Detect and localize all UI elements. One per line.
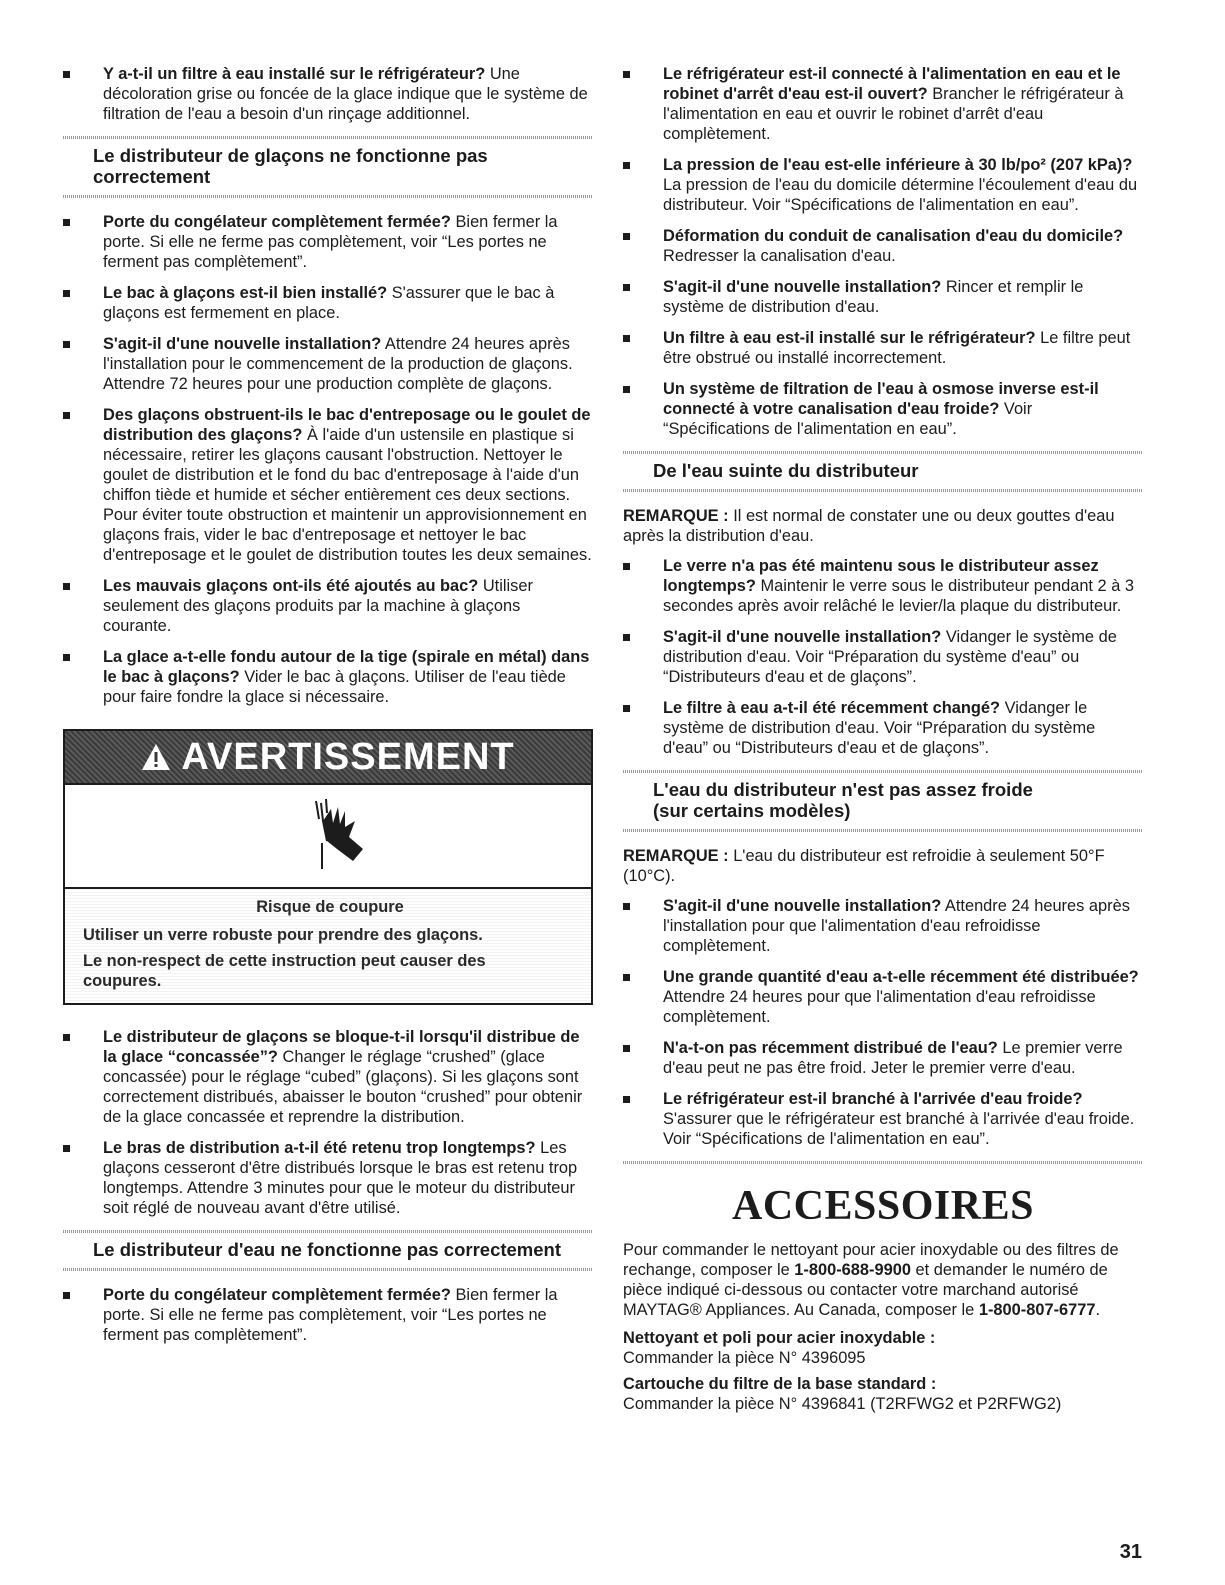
section-divider (623, 489, 1143, 492)
accessories-intro: Pour commander le nettoyant pour acier inoxydable ou des filtres de rechange, composer le 1-800-688-9900 et demander le numéro de pièce indiqué ci-dessous ou contacter votre marchand autorisé MAYTAG® Appliances. Au Canada, composer le 1-800-807-6777. (623, 1241, 1119, 1319)
list-item: La pression de l'eau est-elle inférieure à 30 lb/po² (207 kPa)? La pression de l'eau du domicile détermine l'écoulement d'eau du distributeur. Voir “Spécifications de l'alimentation en eau”. (623, 155, 1143, 215)
list-item: S'agit-il d'une nouvelle installation? Attendre 24 heures après l'installation pour le commencement de la production de glaçons. Attendre 72 heures pour une production complète de glaçons. (63, 334, 593, 394)
accessory-item: Cartouche du filtre de la base standard : Commander la pièce N° 4396841 (T2RFWG2 et P2RFWG2) (623, 1375, 1062, 1413)
warning-header (65, 731, 591, 785)
list-item: Le filtre à eau a-t-il été récemment changé? Vidanger le système de distribution d'eau. Voir “Préparation du système d'eau” ou “Distributeurs d'eau et de glaçons”. (623, 698, 1143, 758)
warning-risk: Risque de coupure (256, 898, 404, 916)
note: REMARQUE : Il est normal de constater une ou deux gouttes d'eau après la distribution d'eau. (623, 507, 1115, 545)
section-heading: Le distributeur d'eau ne fonctionne pas correctement (93, 1239, 562, 1260)
bullet-icon (63, 290, 70, 297)
bullet-icon (623, 71, 630, 78)
section-heading: Le distributeur de glaçons ne fonctionne pas correctement (93, 145, 488, 187)
list-item: La glace a-t-elle fondu autour de la tige (spirale en métal) dans le bac à glaçons? Vider le bac à glaçons. Utiliser de l'eau tiède pour faire fondre la glace si nécessaire. (63, 647, 593, 707)
list-item: S'agit-il d'une nouvelle installation? Rincer et remplir le système de distribution d'eau. (623, 277, 1143, 317)
list-item: Le bac à glaçons est-il bien installé? S'assurer que le bac à glaçons est fermement en place. (63, 283, 593, 323)
bullet-icon (623, 974, 630, 981)
bullet-icon (63, 1034, 70, 1041)
bullet-icon (623, 386, 630, 393)
warning-instruction: Utiliser un verre robuste pour prendre des glaçons. (83, 926, 483, 944)
warning-triangle-icon (141, 742, 171, 772)
section-divider (623, 829, 1143, 832)
bullet-icon (63, 412, 70, 419)
bullet-icon (623, 335, 630, 342)
list-item: Le réfrigérateur est-il branché à l'arrivée d'eau froide? S'assurer que le réfrigérateur est branché à l'arrivée d'eau froide. Voir “Spécifications de l'alimentation en eau”. (623, 1089, 1143, 1149)
list-item: Y a-t-il un filtre à eau installé sur le réfrigérateur? Une décoloration grise ou foncée de la glace indique que le système de filtration de l'eau a besoin d'un rinçage additionnel. (63, 64, 593, 124)
bullet-icon (623, 563, 630, 570)
bullet-icon (63, 1145, 70, 1152)
list-item: S'agit-il d'une nouvelle installation? Attendre 24 heures après l'installation pour que l'alimentation d'eau refroidisse complètement. (623, 896, 1143, 956)
bullet-icon (63, 219, 70, 226)
warning-consequence: Le non-respect de cette instruction peut causer des coupures. (83, 952, 486, 990)
list-item: Le verre n'a pas été maintenu sous le distributeur assez longtemps? Maintenir le verre sous le distributeur pendant 2 à 3 secondes après avoir relâché le levier/la plaque du distributeur. (623, 556, 1143, 616)
list-item: Porte du congélateur complètement fermée? Bien fermer la porte. Si elle ne ferme pas complètement, voir “Les portes ne ferment pas complètement”. (63, 212, 593, 272)
list-item: Des glaçons obstruent-ils le bac d'entreposage ou le goulet de distribution des glaçons? À l'aide d'un ustensile en plastique si nécessaire, retirer les glaçons causant l'obstruction. Nettoyer le goulet de distribution et le fond du bac d'entreposage à l'aide d'un chiffon tiède et humide et sécher entièrement ces deux sections. Pour éviter toute obstruction et maintenir un approvisionnement en glaçons frais, vider le bac d'entreposage et nettoyer le bac d'entreposage et le goulet de distribution toutes les deux semaines. (63, 405, 593, 565)
bullet-icon (623, 903, 630, 910)
right-column (623, 64, 1143, 1420)
section-heading: De l'eau suinte du distributeur (653, 460, 919, 481)
section-divider (63, 1268, 593, 1271)
note: REMARQUE : L'eau du distributeur est refroidie à seulement 50°F (10°C). (623, 847, 1105, 885)
accessory-item: Nettoyant et poli pour acier inoxydable : Commander la pièce N° 4396095 (623, 1329, 936, 1367)
warning-icon-area (65, 785, 591, 889)
accessories-title: ACCESSOIRES (732, 1183, 1034, 1229)
section-heading: L'eau du distributeur n'est pas assez froide (sur certains modèles) (653, 779, 1033, 821)
bullet-icon (63, 654, 70, 661)
bullet-icon (63, 583, 70, 590)
warning-title: AVERTISSEMENT (181, 735, 515, 778)
bullet-icon (623, 1096, 630, 1103)
cut-hand-icon (283, 791, 373, 881)
list-item: Le bras de distribution a-t-il été retenu trop longtemps? Les glaçons cesseront d'être distribués lorsque le bras est retenu trop longtemps. Attendre 3 minutes pour que le moteur du distributeur soit réglé de nouveau avant d'être utilisé. (63, 1138, 593, 1218)
bullet-icon (623, 634, 630, 641)
bullet-icon (623, 1045, 630, 1052)
bullet-icon (623, 233, 630, 240)
list-item: S'agit-il d'une nouvelle installation? Vidanger le système de distribution d'eau. Voir “Préparation du système d'eau” ou “Distributeurs d'eau et de glaçons”. (623, 627, 1143, 687)
warning-body (65, 889, 591, 1003)
bullet-icon (63, 1292, 70, 1299)
list-item: Les mauvais glaçons ont-ils été ajoutés au bac? Utiliser seulement des glaçons produits par la machine à glaçons courante. (63, 576, 593, 636)
list-item: Porte du congélateur complètement fermée? Bien fermer la porte. Si elle ne ferme pas complètement, voir “Les portes ne ferment pas complètement”. (63, 1285, 593, 1345)
bullet-icon (623, 162, 630, 169)
bullet-icon (63, 71, 70, 78)
list-item: N'a-t-on pas récemment distribué de l'eau? Le premier verre d'eau peut ne pas être froid. Jeter le premier verre d'eau. (623, 1038, 1143, 1078)
list-item: Le réfrigérateur est-il connecté à l'alimentation en eau et le robinet d'arrêt d'eau est-il ouvert? Brancher le réfrigérateur à l'alimentation en eau et ouvrir le robinet d'arrêt d'eau complètement. (623, 64, 1143, 144)
list-item: Le distributeur de glaçons se bloque-t-il lorsqu'il distribue de la glace “concassée”? Changer le réglage “crushed” (glace concassée) pour le réglage “cubed” (glaçons). Si les glaçons sont correctement distribués, abaisser le bouton “crushed” pour obtenir de la glace concassée et reprendre la distribution. (63, 1027, 593, 1127)
list-item: Déformation du conduit de canalisation d'eau du domicile? Redresser la canalisation d'eau. (623, 226, 1143, 266)
list-item: Un système de filtration de l'eau à osmose inverse est-il connecté à votre canalisation d'eau froide? Voir “Spécifications de l'alimentation en eau”. (623, 379, 1143, 439)
bullet-icon (623, 284, 630, 291)
left-column (63, 64, 593, 1356)
phone-number: 1-800-807-6777 (978, 1301, 1096, 1319)
list-item: Un filtre à eau est-il installé sur le réfrigérateur? Le filtre peut être obstrué ou installé incorrectement. (623, 328, 1143, 368)
bullet-icon (63, 341, 70, 348)
bullet-icon (623, 705, 630, 712)
section-divider (623, 1161, 1143, 1164)
phone-number: 1-800-688-9900 (794, 1261, 911, 1279)
list-item: Une grande quantité d'eau a-t-elle récemment été distribuée? Attendre 24 heures pour que l'alimentation d'eau refroidisse complètement. (623, 967, 1143, 1027)
page-number: 31 (1119, 1541, 1142, 1563)
warning-box (63, 729, 593, 1005)
section-divider (63, 195, 593, 198)
